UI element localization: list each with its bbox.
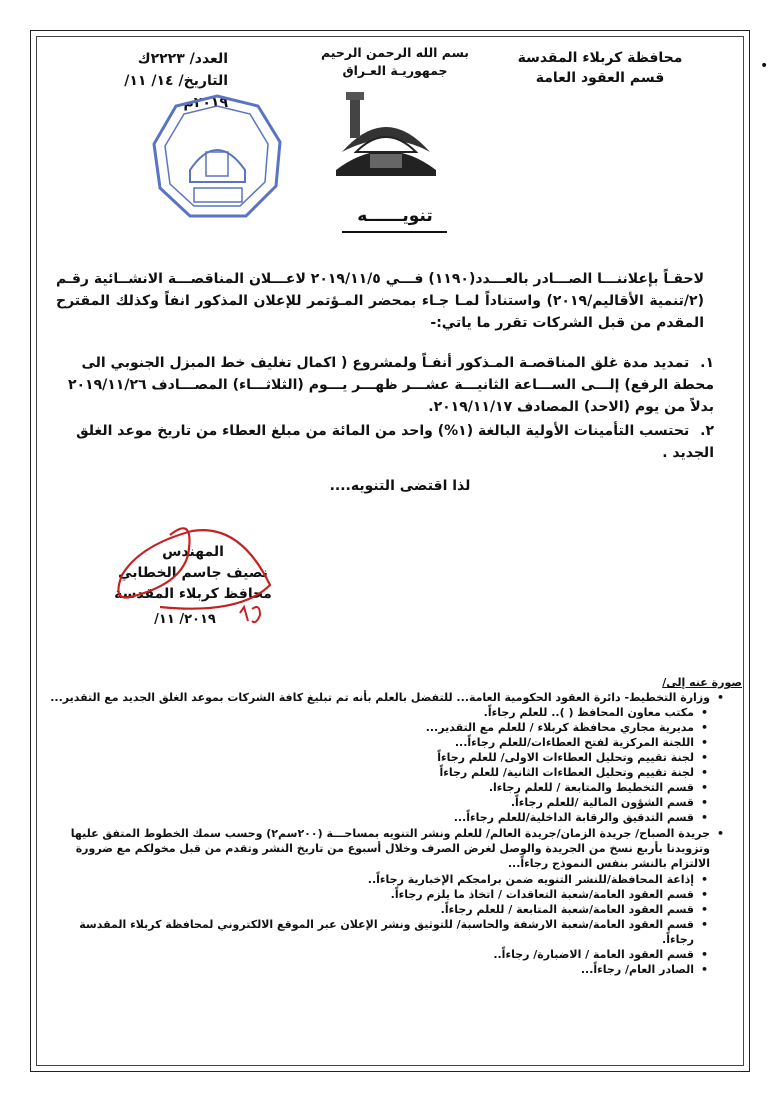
decision-item <box>56 352 714 418</box>
cc-list <box>44 690 724 977</box>
country-name: جمهوريـة العـراق <box>342 63 448 78</box>
title-underline <box>342 231 447 233</box>
cc-item: • قسم العقود العامة / الاضبارة/ رجاءاً.. <box>44 947 724 962</box>
item-text: تحتسب التأمينات الأولية البالغة (١%) واحد من المائة من مبلغ العطاء من تاريخ موعد الغلق الجديد . <box>76 423 714 461</box>
cc-item: • جريدة الصباح/ جريدة الزمان/جريدة العالم/ للعلم ونشر التنويه بمساحـــة (٢٠٠سم٢) وحسب سمك الخطوط المتفق عليها وتزويدنا بأربع نسخ من الجريدة والوصل لغرض الصرف وخلال أسبوع من تاريخ النشر وتقدم من قبل مخولكم مع ضرورة الالتزام بالنشر بنفس النموذج رجاءاً... <box>44 826 724 871</box>
document-date: التاريخ/ ١٤/ ١١/ ٢٠١٩م <box>124 73 228 111</box>
signature-block <box>108 542 278 605</box>
department-name: قسم العقود العامة <box>535 70 665 86</box>
item-number: ٢. <box>700 423 714 439</box>
cc-item: • لجنة تقييم وتحليل العطاءات الثانية/ للعلم رجاءاً <box>44 765 724 780</box>
org-name: محافظة كربلاء المقدسة <box>517 50 683 66</box>
cc-item: • اللجنة المركزية لفتح العطاءات/للعلم رجاءاً... <box>44 735 724 750</box>
cc-item: • إذاعة المحافظة/للنشر التنويه ضمن برامجكم الإخبارية رجاءاً.. <box>44 872 724 887</box>
cc-heading: صورة عنه إلى/ <box>662 676 742 689</box>
signatory-position: محافظ كربلاء المقدسة <box>114 586 272 602</box>
cc-item: • الصادر العام/ رجاءاً... <box>44 962 724 977</box>
item-text: تمديد مدة غلق المناقصـة المـذكور أنفـاً ولمشروع ( اكمال تغليف خط المبزل الجنوبي الى محطة الرفع) إلـــى الســـاعة الثانيـــة عشـــر ظهـــر يـــوم (الثلاثـــاء) المصـــادف ٢٠١٩/١١/٢٦ بدلاً من يوم (الاحد) المصادف ٢٠١٩/١١/١٧. <box>67 355 714 415</box>
document-number: العدد/ ٢٢٢٣ك <box>137 51 228 67</box>
basmala-header <box>320 44 470 80</box>
signature-date: ٢٠١٩/ ١١/ <box>154 612 216 627</box>
notice-body: لاحقـاً بإعلاننـــا الصـــادر بالعـــدد(١١٩٠) فـــي ٢٠١٩/١١/٥ لاعـــلان المناقصـــة الانشــائية رقـم (٢/تنمية الأقاليم/٢٠١٩) واستناداً لمـا جـاء بمحضر المـؤتمر للإعلان المذكور انفاً وكذلك المقترح المقدم من قبل الشركات تقرر ما ياتي:- <box>56 271 704 331</box>
cc-item: • قسم الشؤون المالية /للعلم رجاءاً. <box>44 795 724 810</box>
signatory-title: المهندس <box>162 544 224 560</box>
cc-item: • مكتب معاون المحافظ ( ).. للعلم رجاءاً. <box>44 705 724 720</box>
basmala: بسم الله الرحمن الرحيم <box>321 45 469 60</box>
cc-item: • قسم العقود العامة/شعبة المتابعة / للعلم رجاءاً. <box>44 902 724 917</box>
cc-item: • قسم العقود العامة/شعبة التعاقدات / اتخاذ ما يلزم رجاءاً. <box>44 887 724 902</box>
cc-item: • لجنة تقييم وتحليل العطاءات الاولى/ للعلم رجاءاً <box>44 750 724 765</box>
cc-item: • مديرية مجاري محافظة كربلاء / للعلم مع التقدير... <box>44 720 724 735</box>
organization-header <box>490 48 710 88</box>
cc-item: • قسم التدقيق والرقابة الداخلية/للعلم رجاءاً... <box>44 810 724 825</box>
cc-item: • وزارة التخطيط- دائرة العقود الحكومية العامة... للتفضل بالعلم بأنه تم تبليغ كافة الشركات بموعد الغلق الجديد مع التقدير... <box>44 690 724 705</box>
margin-mark: • <box>760 58 769 74</box>
decision-list <box>56 352 714 466</box>
signatory-name: نصيف جاسم الخطابي <box>118 565 268 581</box>
official-stamp <box>150 92 285 222</box>
item-number: ١. <box>700 355 714 371</box>
notice-title: تنويــــــه <box>357 206 433 226</box>
cc-item: • قسم العقود العامة/شعبة الارشفة والحاسبة/ للتوثيق ونشر الإعلان عبر الموقع الالكتروني لمحافظة كربلاء المقدسة رجاءاً. <box>44 917 724 947</box>
decision-item <box>56 420 714 464</box>
closing-line: لذا اقتضى التنويه.... <box>329 478 471 494</box>
cc-item: • قسم التخطيط والمتابعة / للعلم رجاءا. <box>44 780 724 795</box>
emblem-logo <box>330 92 442 182</box>
